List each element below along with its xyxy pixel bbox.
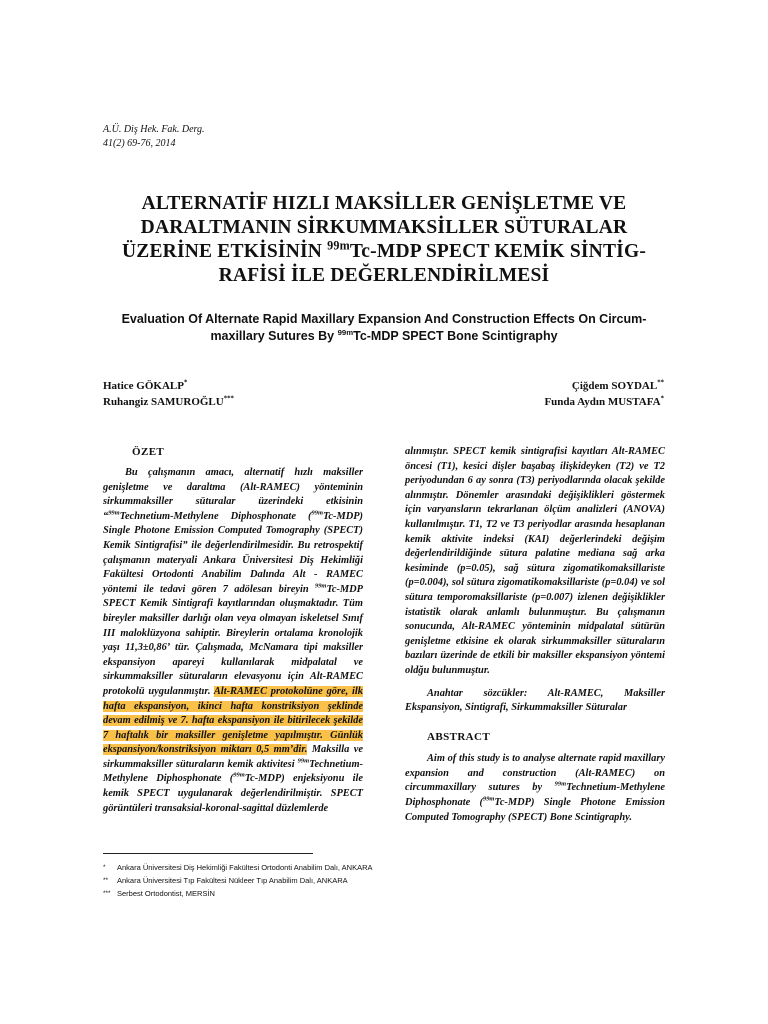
- ozet-continuation: alınmıştır. SPECT kemik sintigrafisi kayıtları Alt-RAMEC öncesi (T1), kesici dişler başabaş ilişkideyken (T2) ve T2 periyodundan 6 ay sonra (T3) periyodlarında olacak şekilde alınmıştır. Dönemler arasındaki değişiklikleri göstermek için varyansların tekrarlanan ölçüm analizleri (ANOVA) kullanılmıştır. T1, T2 ve T3 periyodlar arasında hesaplanan kemik aktivite indeksi (KAI) değerlerindeki değişim değerlendirildiğinde sütura palatine mediana sağ arka kesiminde (p=0.05), sağ sütura zigomatikomaksillariste (p=0.004), sol sütura zigomatikomaksillariste (p=0.04) ve sol sütura temporomaksillariste (p=0.007) izlenen değişiklikler istatistik olarak anlamlı bulunmuştur. Bu çalışmanın sonucunda, Alt-RAMEC yönteminin midpalatal sütürün genişletme etkisine ek olarak sirkummaksiller süturaların bazıları üzerinde de etkili bir maksiller ekspansiyon yöntemi oldğu bulunmuştur.: [405, 446, 665, 676]
- author-1: Hatice GÖKALP*: [103, 379, 188, 392]
- ozet-paragraph: Bu çalışmanın amacı, alternatif hızlı maksiller genişletme ve daraltma (Alt-RAMEC) yönteminin sirkummaksiller süturalar üzerindeki etkisinin “$^{99m}$Technetium-Methylene Diphosphonate ($^{99m}$Tc-MDP) Single Photone Emission Computed Tomography (SPECT) Kemik Sintigrafisi” ile değerlendirilmesidir. Bu retrospektif çalışmanın materyali Ankara Üniversitesi Diş Hekimliği Fakültesi Ortodonti Anabilim Dalında Alt - RAMEC yöntemi ile tedavi gören 7 adölesan bireyin $^{99m}$Tc-MDP SPECT Kemik Sintigrafi kayıtlarından oluşmaktadır. Tüm bireyler maksiller darlığı olan veya olmayan iskeletsel Sınıf III maloklüzyona sahiptir. Bireylerin ortalama kronolojik yaşı 11,3±0,86’ tür. Çalışmada, McNamara tipi maksiller ekspansiyon apareyi kullanılarak midpalatal ve sirkummaksiller süturaların elevasyonu için Alt-RAMEC protokolü uygulanmıştır. Alt-RAMEC protokolüne göre, ilk hafta ekspansiyon, ikinci hafta konstriksiyon şeklinde devam edilmiş ve 7. hafta ekspansiyon ile bitirilecek şekilde 7 haftalık bir maksiller genişletme yapılmıştır. Günlük ekspansiyon/konstriksiyon miktarı 0,5 mm’dir. Maksilla ve sirkummaksiller süturaların kemik aktivitesi $^{99m}$Technetium-Methylene Diphosphonate ($^{99m}$Tc-MDP) enjeksiyonu ile kemik SPECT uygulanarak değerlendirilmiştir. SPECT görüntüleri transaksial-koronal-sagittal düzlemlerde: [103, 467, 363, 814]
- journal-citation: [103, 123, 205, 151]
- abstract-paragraph: Aim of this study is to analyse alternate rapid maxillary expansion and construction (Alt-RAMEC) on circummaxillary sutures by $^{99m}$Technetium-Methylene Diphosphonate ($^{99m}$Tc-MDP) Single Photone Emission Computed Tomography (SPECT) Bone Scintigraphy.: [405, 753, 665, 823]
- keywords: Anahtar sözcükler: Alt-RAMEC, Maksiller Ekspansiyon, Sintigrafi, Sirkummaksiller Süturalar: [405, 687, 665, 714]
- paper-title: [90, 192, 678, 288]
- abstract-heading: ABSTRACT: [427, 730, 491, 743]
- title-line: RAFİSİ İLE DEĞERLENDİRİLMESİ: [218, 265, 550, 286]
- footnote: * Ankara Üniversitesi Diş Hekimliği Fakültesi Ortodonti Anabilim Dalı, ANKARA: [103, 863, 373, 872]
- title-line: ÜZERİNE ETKİSİNİN $^{99m}$Tc-MDP SPECT KEMİK SİNTİG-: [121, 238, 647, 262]
- english-title-line: Evaluation Of Alternate Rapid Maxillary Expansion And Construction Effects On Circum-: [121, 312, 647, 326]
- title-line: ALTERNATİF HIZLI MAKSİLLER GENİŞLETME VE: [141, 193, 627, 214]
- english-title-line: maxillary Sutures By $^{99m}$Tc-MDP SPECT Bone Scintigraphy: [210, 327, 558, 343]
- journal-issue: 41(2) 69-76, 2014: [103, 138, 176, 149]
- author-4: Funda Aydın MUSTAFA*: [544, 395, 664, 408]
- ozet-left-column: [103, 466, 363, 816]
- highlighted-text[interactable]: Alt-RAMEC protokolüne göre, ilk hafta ekspansiyon, ikinci hafta konstriksiyon şeklinde devam edilmiş ve 7. hafta ekspansiyon ile bitirilecek şekilde 7 haftalık bir maksiller genişletme yapılmıştır. Günlük ekspansiyon/konstriksiyon miktarı 0,5 mm’dir.: [103, 685, 363, 756]
- ozet-heading: ÖZET: [132, 446, 165, 458]
- english-title: [100, 311, 668, 345]
- footnote: *** Serbest Ortodontist, MERSİN: [103, 889, 215, 898]
- title-line: DARALTMANIN SİRKUMMAKSİLLER SÜTURALAR: [140, 217, 628, 238]
- author-2: Ruhangiz SAMUROĞLU***: [103, 395, 234, 408]
- footnote: ** Ankara Üniversitesi Tıp Fakültesi Nükleer Tıp Anabilim Dalı, ANKARA: [103, 876, 348, 885]
- journal-name: A.Ü. Diş Hek. Fak. Derg.: [103, 124, 205, 135]
- footnote-divider: [103, 853, 313, 854]
- author-3: Çiğdem SOYDAL**: [571, 379, 664, 392]
- ozet-right-column: [405, 445, 665, 825]
